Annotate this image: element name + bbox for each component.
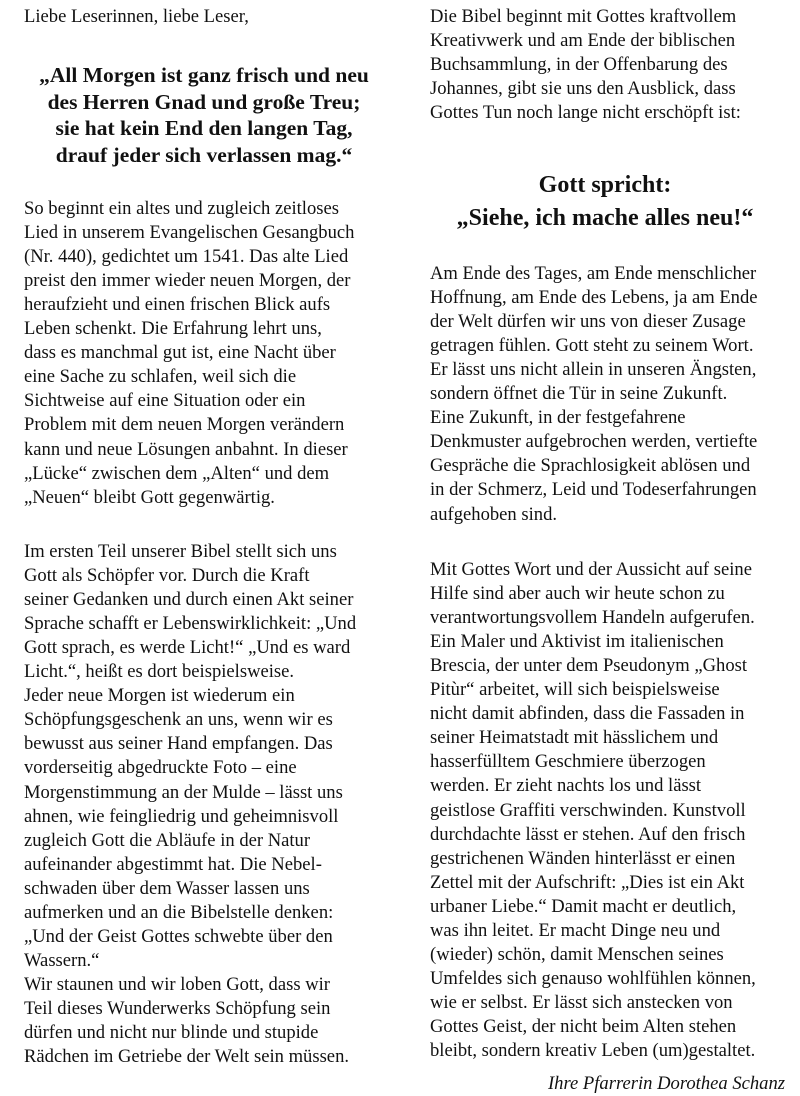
left-paragraph-2-line: dürfen und nicht nur blinde und stupide xyxy=(24,1022,319,1043)
right-paragraph-2-line: bleibt, sondern kreativ Leben (um)gestaltet. xyxy=(430,1040,756,1061)
left-paragraph-2-line: ahnen, wie feingliedrig und geheimnisvoll xyxy=(24,805,339,827)
right-paragraph-2-line: gestrichenen Wänden hinterlässt er einen xyxy=(430,847,736,869)
left-paragraph-1-line: preist den immer wieder neuen Morgen, der xyxy=(24,270,351,292)
right-paragraph-1-line: aufgehoben sind. xyxy=(430,503,558,525)
left-paragraph-2-line: Gott als Schöpfer vor. Durch die Kraft xyxy=(24,565,310,587)
left-paragraph-1-line: heraufzieht und einen frischen Blick aufs xyxy=(24,294,331,316)
right-paragraph-2-line: Hilfe sind aber auch wir heute schon zu xyxy=(430,583,725,605)
right-paragraph-2-line: Zettel mit der Aufschrift: „Dies ist ein Akt xyxy=(430,871,745,893)
right-paragraph-2-line: seiner Heimatstadt mit hässlichem und xyxy=(430,727,719,749)
right-paragraph-2-line: was ihn leitet. Er macht Dinge neu und xyxy=(430,919,721,941)
right-intro-line: Johannes, gibt sie uns den Ausblick, dass xyxy=(430,78,736,100)
hymn-verse-line: „All Morgen ist ganz frisch und neu xyxy=(39,63,369,87)
greeting: Liebe Leserinnen, liebe Leser, xyxy=(24,6,249,27)
right-intro-line: Kreativwerk und am Ende der biblischen xyxy=(430,30,736,52)
left-paragraph-2-line: Rädchen im Getriebe der Welt sein müssen. xyxy=(24,1046,350,1068)
right-paragraph-1-line: Er lässt uns nicht allein in unseren Ängsten, xyxy=(430,359,757,381)
right-paragraph-2-line: werden. Er zieht nachts los und lässt xyxy=(430,775,702,797)
right-paragraph-1-line: Hoffnung, am Ende des Lebens, ja am Ende xyxy=(430,287,758,309)
signature: Ihre Pfarrerin Dorothea Schanz xyxy=(547,1073,785,1094)
left-paragraph-2-line: zugleich Gott die Abläufe in der Natur xyxy=(24,829,311,851)
left-paragraph-1-line: Leben schenkt. Die Erfahrung lehrt uns, xyxy=(24,318,322,340)
right-paragraph-2-line: Ein Maler und Aktivist im italienischen xyxy=(430,631,724,653)
right-paragraph-1-line: sondern öffnet die Tür in seine Zukunft. xyxy=(430,383,728,405)
right-paragraph-2-line: Brescia, der unter dem Pseudonym „Ghost xyxy=(430,655,748,677)
hymn-verse-line: des Herren Gnad und große Treu; xyxy=(47,89,361,114)
left-paragraph-2-line: Teil dieses Wunderwerks Schöpfung sein xyxy=(24,997,331,1019)
right-paragraph-1-line: Gespräche die Sprachlosigkeit ablösen und xyxy=(430,455,751,477)
right-paragraph-2-line: durchdachte lässt er stehen. Auf den frisch xyxy=(430,823,746,845)
left-paragraph-2-line: „Und der Geist Gottes schwebte über den xyxy=(24,925,333,947)
right-paragraph-2-line: verantwortungsvollem Handeln aufgerufen. xyxy=(430,607,755,629)
left-paragraph-1-line: „Lücke“ zwischen dem „Alten“ und dem xyxy=(24,462,330,484)
left-paragraph-2-line: Sprache schafft er Lebenswirklichkeit: „Und xyxy=(24,613,357,635)
right-intro-line: Gottes Tun noch lange nicht erschöpft ist: xyxy=(430,102,741,124)
bible-quote-heading-line: „Siehe, ich mache alles neu!“ xyxy=(456,205,754,231)
left-paragraph-1-line: eine Sache zu schlafen, weil sich die xyxy=(24,366,297,388)
right-paragraph-2-line: Gottes Geist, der nicht beim Alten stehen xyxy=(430,1015,737,1037)
right-paragraph-1-line: Eine Zukunft, in der festgefahrene xyxy=(430,407,686,429)
left-paragraph-2-line: aufeinander abgestimmt hat. Die Nebel- xyxy=(24,853,322,875)
left-paragraph-2-line: seiner Gedanken und durch einen Akt seiner xyxy=(24,589,354,611)
right-paragraph-1-line: der Welt dürfen wir uns von dieser Zusage xyxy=(430,311,746,333)
right-paragraph-2-line: hasserfülltem Geschmiere überzogen xyxy=(430,751,706,773)
right-intro-line: Buchsammlung, in der Offenbarung des xyxy=(430,54,728,76)
left-paragraph-2-line: Im ersten Teil unserer Bibel stellt sich uns xyxy=(24,541,337,562)
left-paragraph-1-line: Problem mit dem neuen Morgen verändern xyxy=(24,414,345,436)
right-paragraph-2-line: (wieder) schön, damit Menschen seines xyxy=(430,943,724,965)
right-paragraph-2-line: Umfeldes sich genauso wohlfühlen können, xyxy=(430,967,756,989)
bible-quote-heading-line: Gott spricht: xyxy=(538,172,672,198)
right-paragraph-1-line: in der Schmerz, Leid und Todeserfahrungen xyxy=(430,479,757,501)
right-paragraph-1-line: Denkmuster aufgebrochen werden, vertiefte xyxy=(430,431,758,453)
right-paragraph-2-line: geistlose Graffiti verschwinden. Kunstvoll xyxy=(430,799,746,821)
hymn-verse-line: sie hat kein End den langen Tag, xyxy=(55,116,353,141)
left-paragraph-1-line: kann und neue Lösungen anbahnt. In dieser xyxy=(24,438,348,460)
left-paragraph-2-line: Morgenstimmung an der Mulde – lässt uns xyxy=(24,781,343,803)
left-paragraph-2-line: vorderseitig abgedruckte Foto – eine xyxy=(24,757,297,779)
right-intro-line: Die Bibel beginnt mit Gottes kraftvollem xyxy=(430,6,737,27)
right-paragraph-1-line: getragen fühlen. Gott steht zu seinem Wort. xyxy=(430,335,754,357)
right-paragraph-2-line: wie er selbst. Er lässt sich anstecken von xyxy=(430,991,733,1013)
right-paragraph-2-line: nicht damit abfinden, dass die Fassaden in xyxy=(430,703,745,725)
left-paragraph-2-line: Jeder neue Morgen ist wiederum ein xyxy=(24,685,295,707)
right-paragraph-2-line: urbaner Liebe.“ Damit macht er deutlich, xyxy=(430,895,737,917)
left-paragraph-2-line: Gott sprach, es werde Licht!“ „Und es ward xyxy=(24,637,351,659)
right-paragraph-2-line: Pitùr“ arbeitet, will sich beispielsweise xyxy=(430,679,720,701)
left-paragraph-2-line: schwaden über dem Wasser lassen uns xyxy=(24,877,310,899)
right-paragraph-1-line: Am Ende des Tages, am Ende menschlicher xyxy=(430,263,757,284)
left-paragraph-2-line: Wir staunen und wir loben Gott, dass wir xyxy=(24,973,330,995)
left-paragraph-1-line: „Neuen“ bleibt Gott gegenwärtig. xyxy=(24,486,275,508)
left-paragraph-2-line: bewusst aus seiner Hand empfangen. Das xyxy=(24,733,333,755)
left-paragraph-1-line: Sichtweise auf eine Situation oder ein xyxy=(24,390,306,412)
left-paragraph-2-line: aufmerken und an die Bibelstelle denken: xyxy=(24,901,334,923)
right-paragraph-2-line: Mit Gottes Wort und der Aussicht auf seine xyxy=(430,559,752,580)
left-paragraph-1-line: Lied in unserem Evangelischen Gesangbuch xyxy=(24,222,355,244)
left-paragraph-2-line: Wassern.“ xyxy=(24,949,100,971)
left-paragraph-2-line: Schöpfungsgeschenk an uns, wenn wir es xyxy=(24,709,333,731)
left-paragraph-1-line: dass es manchmal gut ist, eine Nacht über xyxy=(24,342,336,364)
left-paragraph-1-line: So beginnt ein altes und zugleich zeitloses xyxy=(24,198,339,219)
hymn-verse-line: drauf jeder sich verlassen mag.“ xyxy=(55,143,353,168)
left-paragraph-1-line: (Nr. 440), gedichtet um 1541. Das alte Lied xyxy=(24,246,349,268)
left-paragraph-2-line: Licht.“, heißt es dort beispielsweise. xyxy=(24,661,295,683)
